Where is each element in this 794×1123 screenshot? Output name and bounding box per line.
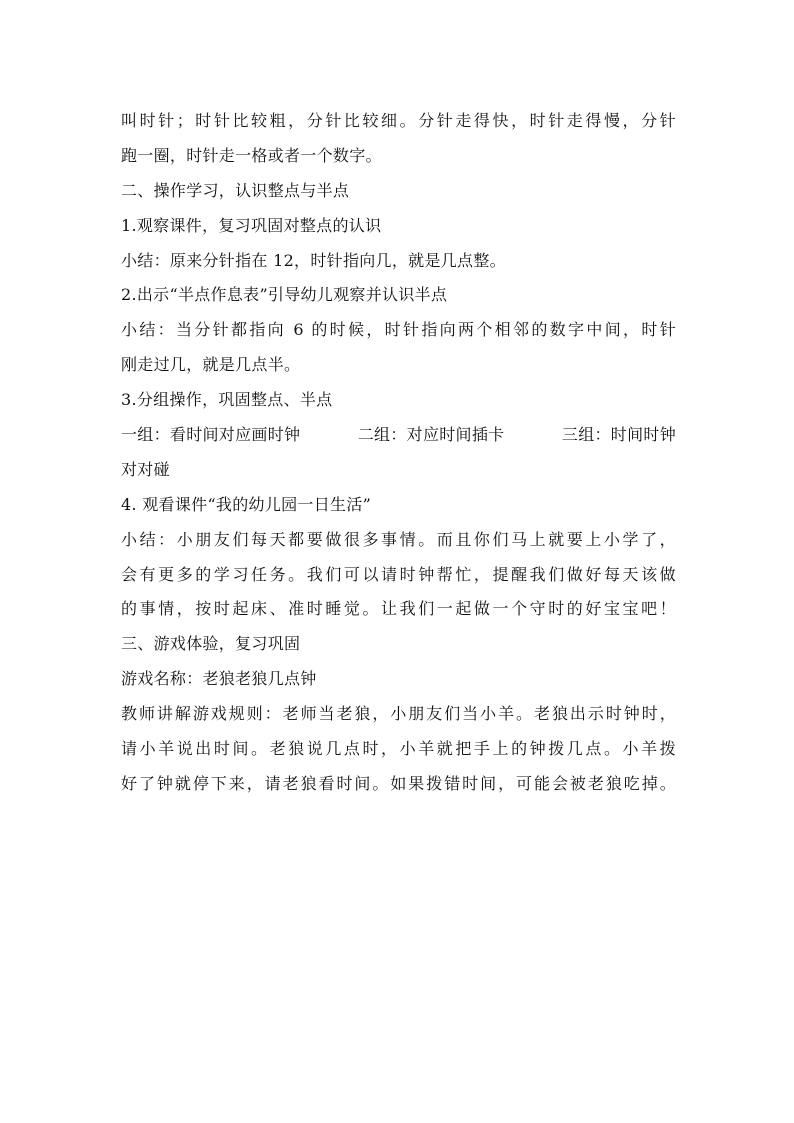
rules-line: 教师讲解游戏规则：老师当老狼，小朋友们当小羊。老狼出示时钟时，: [121, 704, 676, 724]
subsection-heading: 4. 观看课件“我的幼儿园一日生活”: [121, 494, 372, 514]
group-three-text: 三组：时间时钟: [561, 425, 676, 445]
summary-line: 小结：小朋友们每天都要做很多事情。而且你们马上就要上小学了，: [121, 529, 676, 549]
summary-line: 小结：原来分针指在 12，时针指向几，就是几点整。: [121, 250, 506, 270]
paragraph-line: 跑一圈，时针走一格或者一个数字。: [121, 145, 382, 165]
paragraph-line: 对对碰: [121, 459, 170, 479]
section-heading: 二、操作学习，认识整点与半点: [121, 180, 350, 200]
section-heading: 三、游戏体验，复习巩固: [121, 634, 301, 654]
rules-line: 请小羊说出时间。老狼说几点时，小羊就把手上的钟拨几点。小羊拨: [121, 739, 676, 759]
paragraph-line: 会有更多的学习任务。我们可以请时钟帮忙，提醒我们做好每天该做: [121, 564, 676, 584]
game-name-line: 游戏名称：老狼老狼几点钟: [121, 669, 317, 689]
rules-line: 好了钟就停下来，请老狼看时间。如果拨错时间，可能会被老狼吃掉。: [121, 773, 676, 793]
paragraph-line: 叫时针；时针比较粗，分针比较细。分针走得快，时针走得慢，分针: [121, 111, 676, 130]
group-activity-line: [121, 418, 676, 453]
paragraph-line: 刚走过几，就是几点半。: [121, 355, 301, 375]
group-one-text: 一组：看时间对应画时钟: [121, 425, 301, 445]
subsection-heading: 3.分组操作，巩固整点、半点: [121, 390, 333, 410]
subsection-heading: 1.观察课件，复习巩固对整点的认识: [121, 215, 382, 235]
subsection-heading: 2.出示“半点作息表”引导幼儿观察并认识半点: [121, 285, 448, 305]
group-two-text: 二组：对应时间插卡: [357, 425, 505, 445]
paragraph-line: 的事情，按时起床、准时睡觉。让我们一起做一个守时的好宝宝吧！: [121, 599, 676, 619]
summary-line: 小结：当分针都指向 6 的时候，时针指向两个相邻的数字中间，时针: [121, 320, 676, 340]
document-body: [121, 104, 676, 802]
